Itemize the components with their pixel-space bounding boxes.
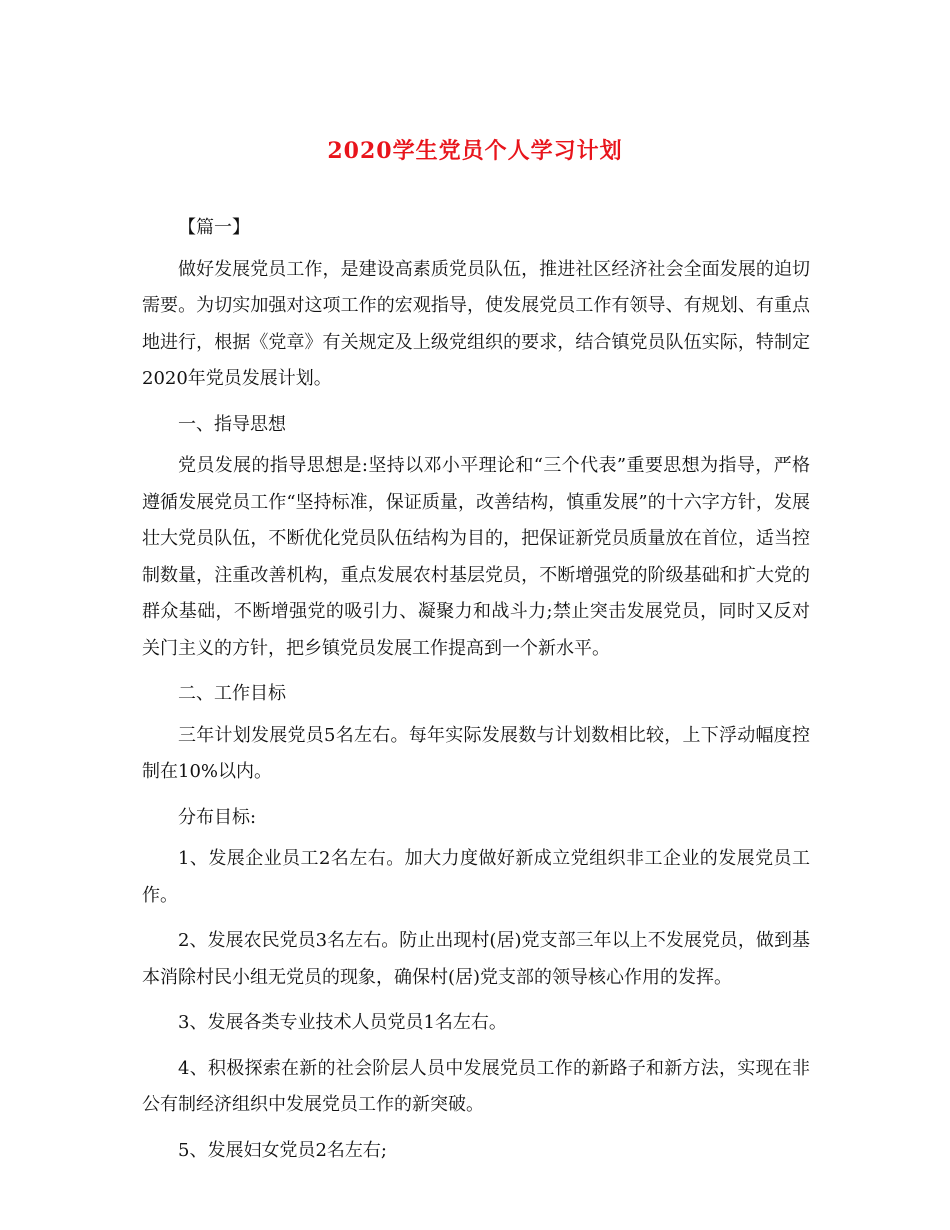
section-heading: 一、指导思想	[178, 413, 286, 435]
section-heading: 分布目标:	[178, 806, 257, 828]
document-body	[142, 210, 810, 1178]
list-item: 3、发展各类专业技术人员党员1名左右。	[178, 1012, 507, 1033]
list-item: 1、发展企业员工2名左右。加大力度做好新成立党组织非工企业的发展党员工作。	[142, 848, 810, 906]
list-item: 2、发展农民党员3名左右。防止出现村(居)党支部三年以上不发展党员，做到基本消除村民小组无党员的现象，确保村(居)党支部的领导核心作用的发挥。	[142, 930, 810, 988]
paragraph: 做好发展党员工作，是建设高素质党员队伍，推进社区经济社会全面发展的迫切需要。为切实加强对这项工作的宏观指导，使发展党员工作有领导、有规划、有重点地进行，根据《党章》有关规定及上级党组织的要求，结合镇党员队伍实际，特制定2020年党员发展计划。	[142, 258, 810, 389]
paragraph: 三年计划发展党员5名左右。每年实际发展数与计划数相比较，上下浮动幅度控制在10%以内。	[142, 724, 810, 782]
section-heading: 【篇一】	[178, 217, 250, 238]
list-item: 5、发展妇女党员2名左右;	[178, 1139, 387, 1161]
page-title: 2020学生党员个人学习计划	[327, 138, 623, 164]
list-item: 4、积极探索在新的社会阶层人员中发展党员工作的新路子和新方法，实现在非公有制经济组织中发展党员工作的新突破。	[142, 1057, 810, 1115]
paragraph: 党员发展的指导思想是:坚持以邓小平理论和“三个代表”重要思想为指导，严格遵循发展党员工作“坚持标准，保证质量，改善结构，慎重发展”的十六字方针，发展壮大党员队伍，不断优化党员队伍结构为目的，把保证新党员质量放在首位，适当控制数量，注重改善机构，重点发展农村基层党员，不断增强党的阶级基础和扩大党的群众基础，不断增强党的吸引力、凝聚力和战斗力;禁止突击发展党员，同时又反对关门主义的方针，把乡镇党员发展工作提高到一个新水平。	[142, 455, 810, 659]
section-heading: 二、工作目标	[178, 683, 286, 704]
